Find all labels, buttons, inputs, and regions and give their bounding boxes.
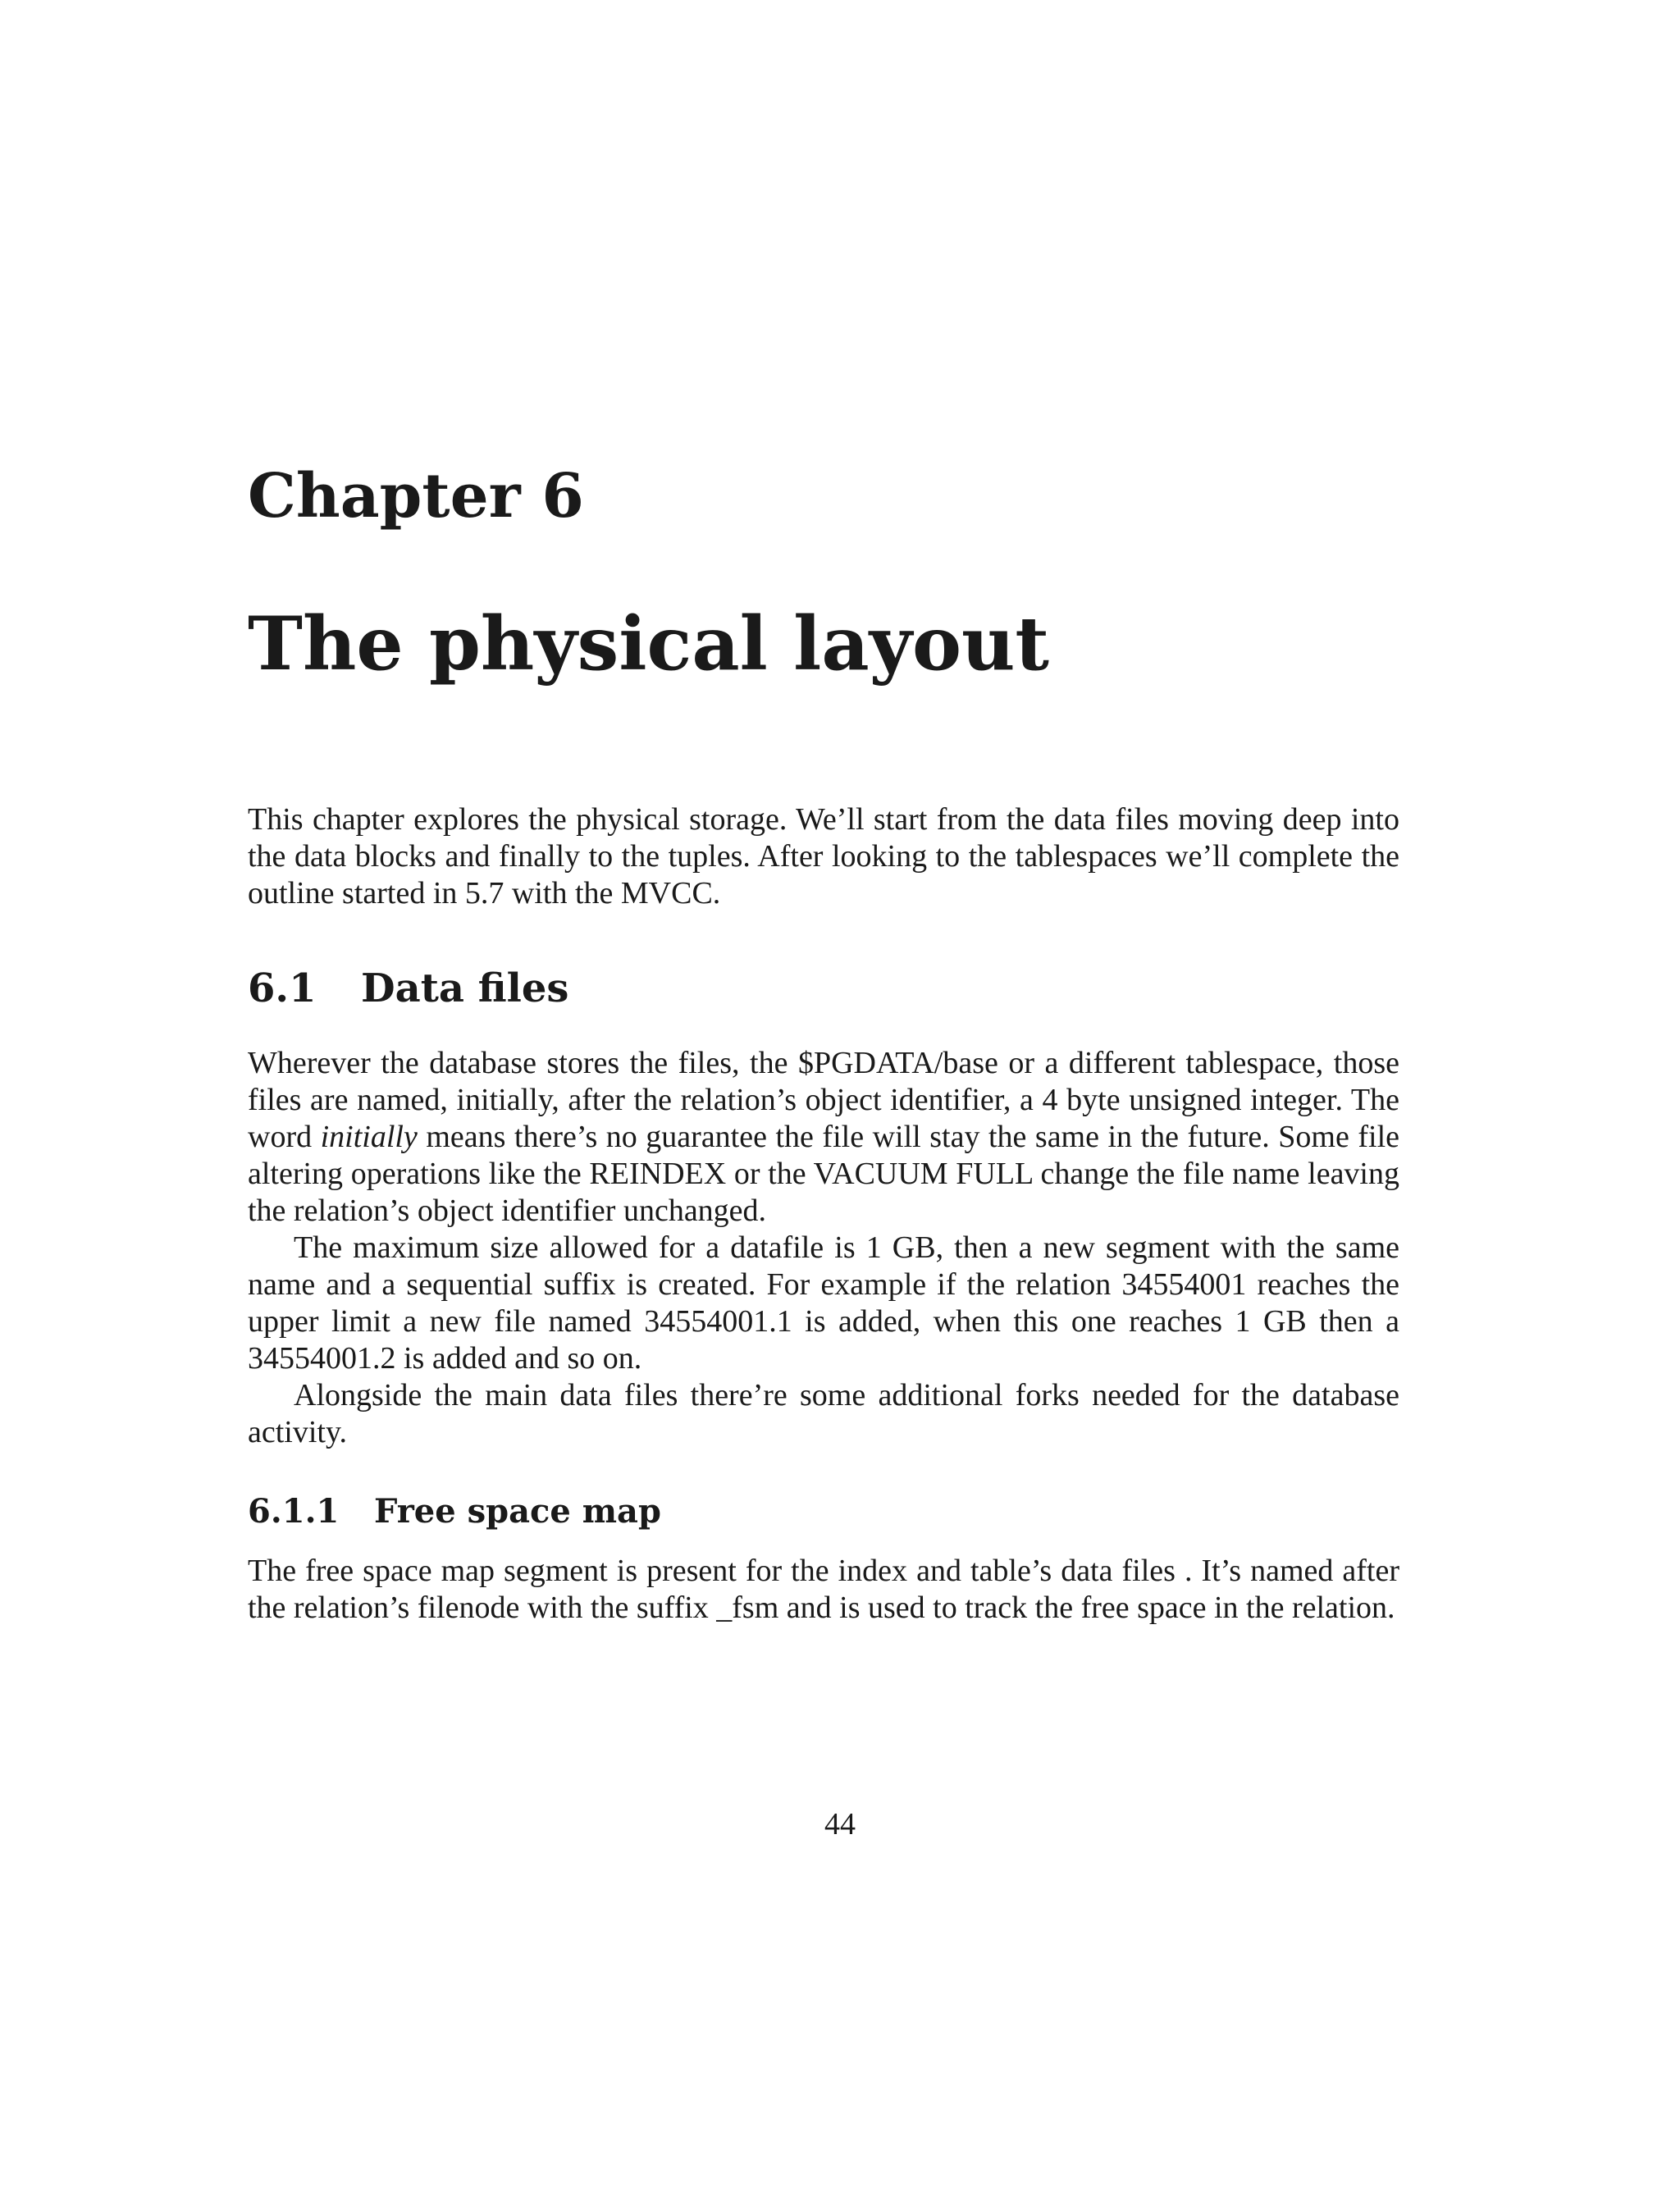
section-paragraph-1: [248, 1045, 1399, 1230]
section-title: Data files: [361, 965, 569, 1011]
paragraph-text-end: means there’s no guarantee the file will stay the same in the future. Some file altering operations like the REINDEX or the VACUUM FULL change the file name leaving the relation’s object identifier unchanged.: [248, 1120, 1399, 1228]
subsection-heading-free-space-map: [248, 1491, 1399, 1532]
subsection-number: 6.1.1: [248, 1492, 340, 1531]
section-heading-data-files: [248, 964, 1399, 1013]
subsection-title: Free space map: [374, 1492, 661, 1531]
chapter-title: The physical layout: [248, 600, 1049, 687]
section-paragraph-3: Alongside the main data files there’re some additional forks needed for the database activity.: [248, 1378, 1399, 1449]
page-number: 44: [824, 1807, 856, 1841]
section-paragraph-2: The maximum size allowed for a datafile is 1 GB, then a new segment with the same name and a sequential suffix is created. For example if the relation 34554001 reaches the upper limit a new file named 34554001.1 is added, when this one reaches 1 GB then a 34554001.2 is added and so on.: [248, 1230, 1399, 1376]
subsection-paragraph-1: The free space map segment is present for the index and table’s data files . It’s named after the relation’s filenode with the suffix _fsm and is used to track the free space in the relation.: [248, 1554, 1399, 1625]
section-number: 6.1: [248, 965, 317, 1011]
emphasis-initially: initially: [320, 1120, 418, 1154]
chapter-intro-paragraph: This chapter explores the physical storage. We’ll start from the data files moving deep into the data blocks and finally to the tuples. After looking to the tablespaces we’ll complete the outline started in 5.7 with the MVCC.: [248, 802, 1399, 910]
section-body-data-files: [248, 1045, 1399, 1451]
paragraph-text-start: Wherever the database stores the files, the $PGDATA/base or a different tablespace, those files are named, initially, after the relation’s object identifier, a 4 byte unsigned integer. The word: [248, 1046, 1399, 1154]
chapter-label: Chapter 6: [248, 461, 584, 532]
